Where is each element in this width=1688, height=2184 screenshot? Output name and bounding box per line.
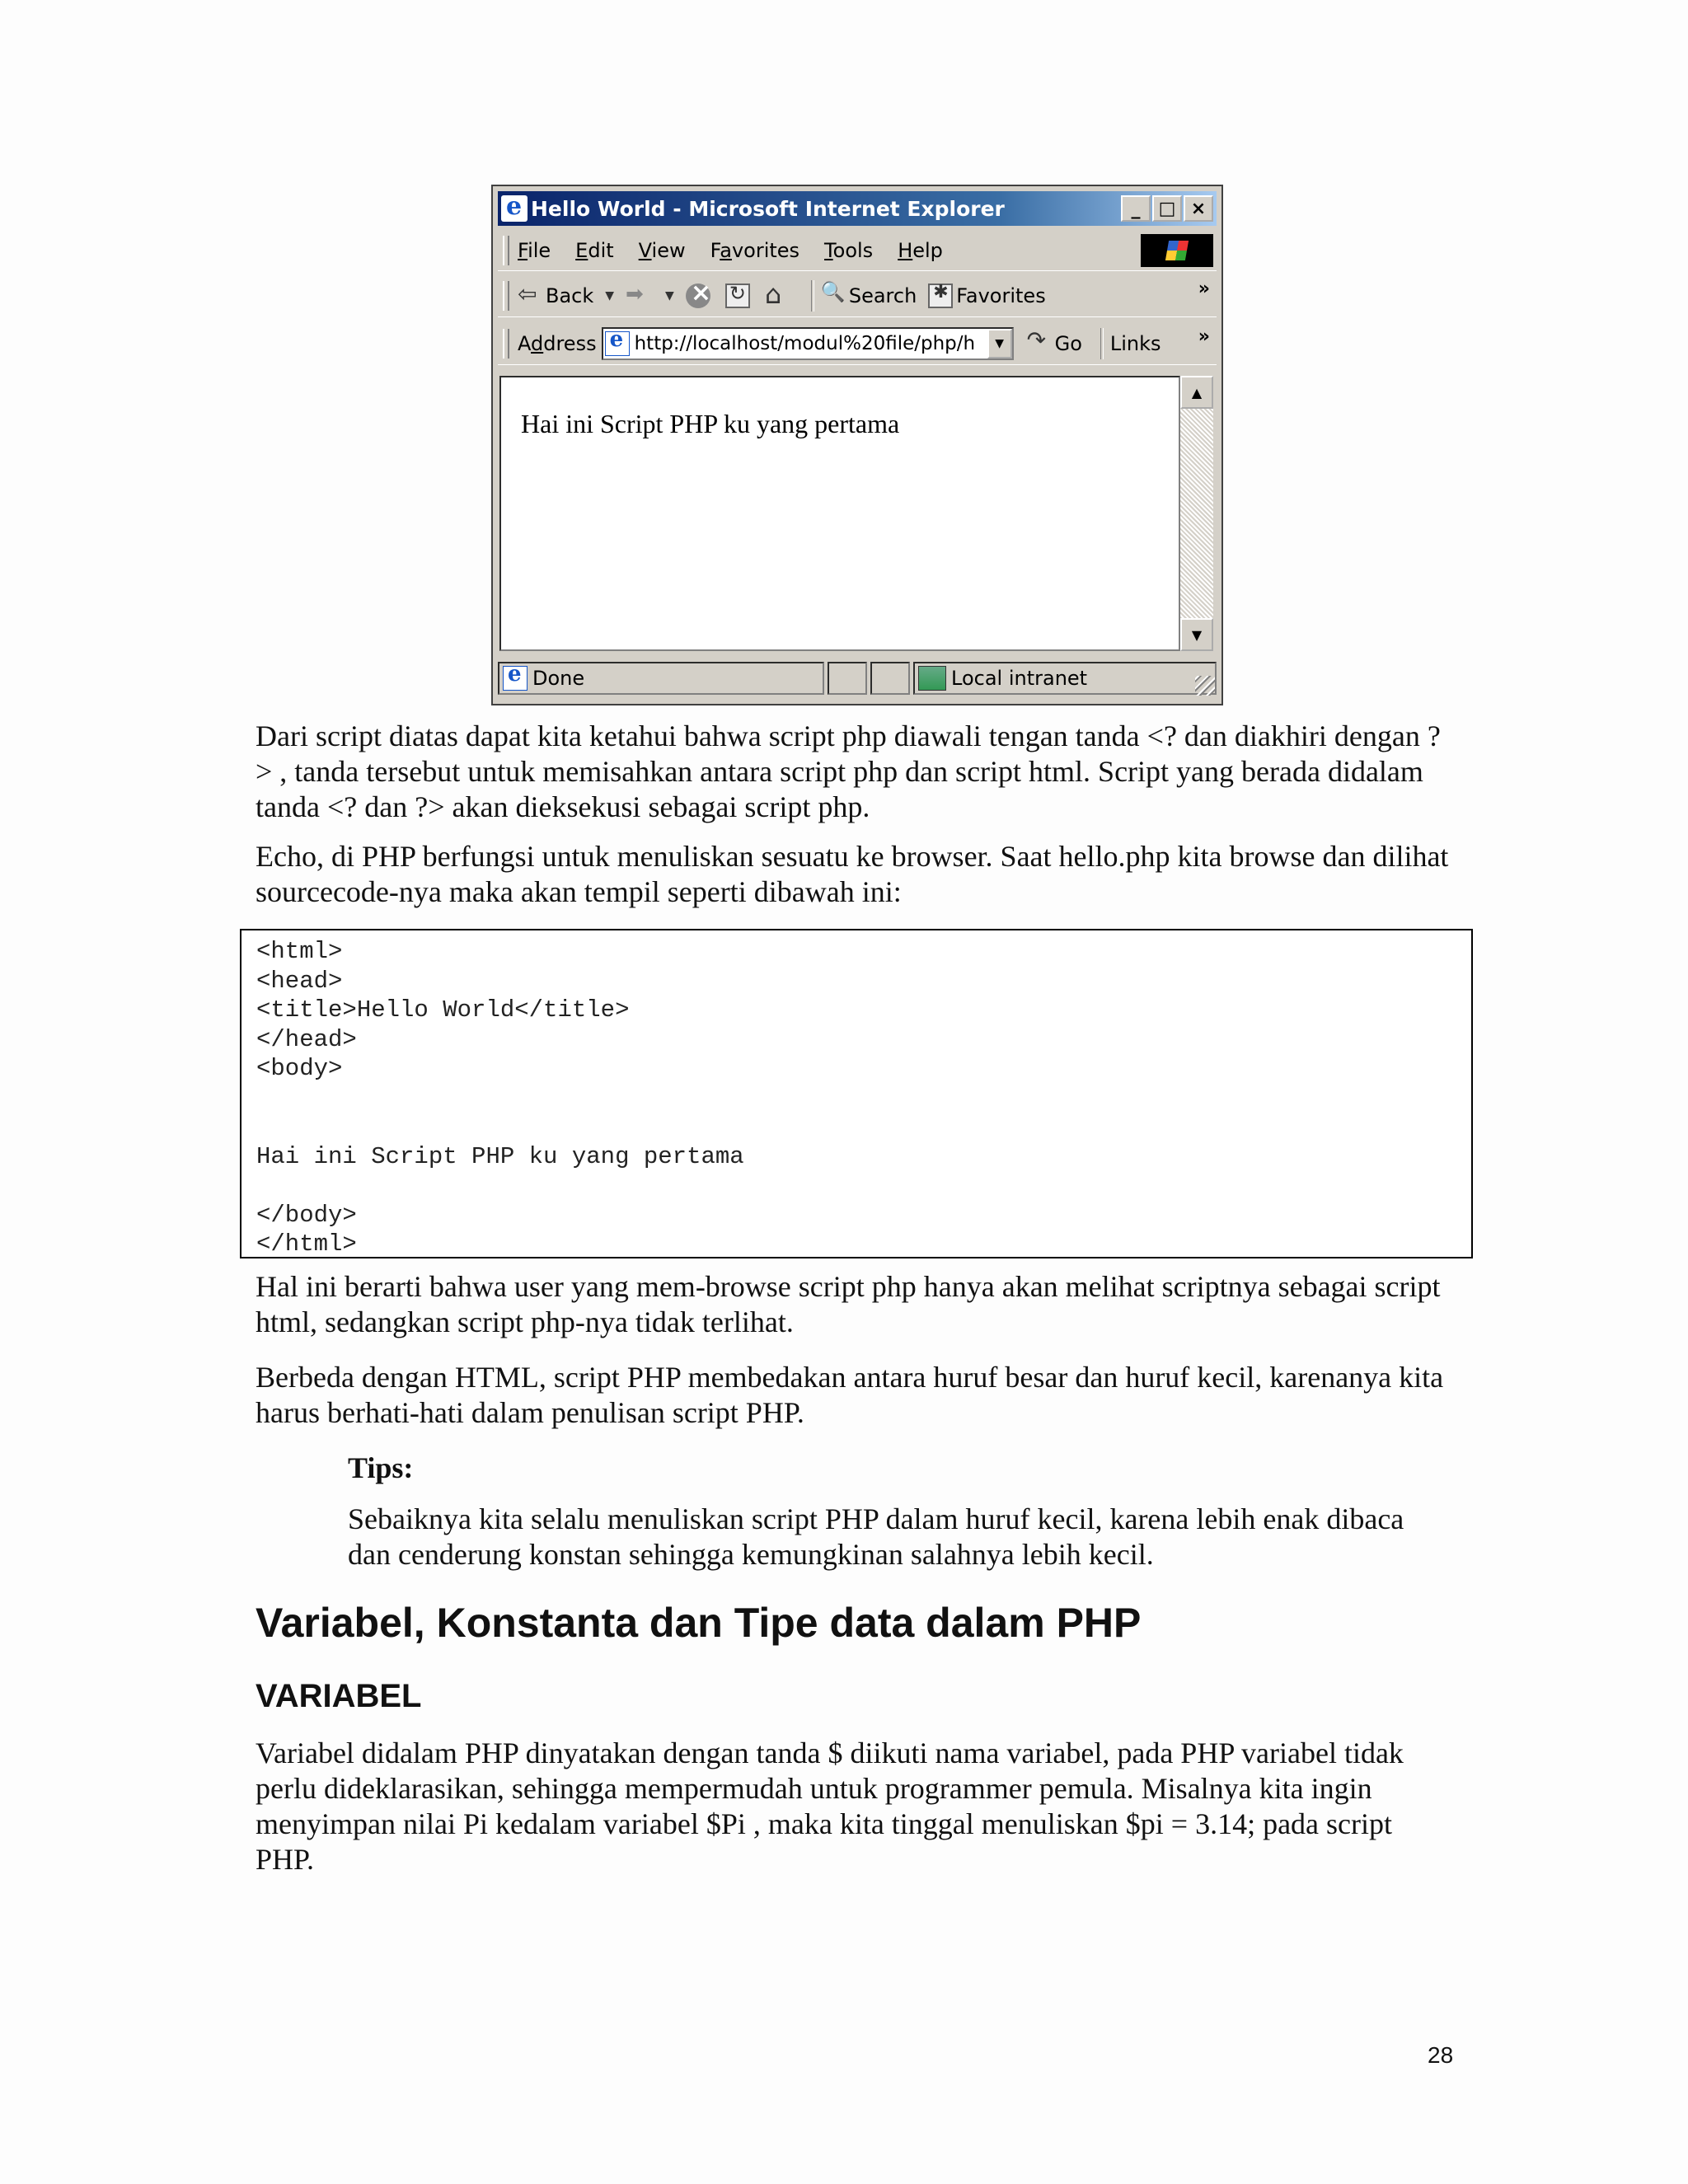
- menu-favorites[interactable]: Favorites: [710, 239, 800, 262]
- scroll-down-icon[interactable]: ▼: [1180, 618, 1213, 651]
- vertical-scrollbar[interactable]: [1180, 376, 1213, 651]
- home-icon: [765, 284, 790, 308]
- tips-text: Sebaiknya kita selalu menuliskan script PHP dalam huruf kecil, karena lebih enak dibaca dan cenderung konstan sehingga kemungkinan salahnya lebih kecil.: [348, 1502, 1404, 1571]
- links-more-chevron-icon[interactable]: »: [1198, 326, 1210, 347]
- forward-button[interactable]: [626, 284, 654, 308]
- toolbar-separator: [1100, 328, 1104, 359]
- forward-arrow-icon: [626, 284, 650, 308]
- code-block: [240, 929, 1473, 1258]
- favorites-icon: [928, 284, 953, 308]
- intranet-zone-icon: [918, 666, 946, 691]
- close-button[interactable]: ×: [1184, 195, 1213, 222]
- address-input[interactable]: [602, 327, 1014, 360]
- address-dropdown-icon[interactable]: ▼: [987, 329, 1012, 359]
- menu-view[interactable]: View: [638, 239, 686, 262]
- tips-label: Tips:: [348, 1451, 414, 1484]
- paragraph-php-tags: Dari script diatas dapat kita ketahui bahwa script php diawali tengan tanda <? dan diakhiri dengan ?> , tanda tersebut untuk memisahkan antara script php dan script html. Script yang berada didalam tanda <? dan ?> akan dieksekusi sebagai script php.: [256, 719, 1441, 823]
- page-done-icon: [503, 666, 528, 691]
- page-content-text: Hai ini Script PHP ku yang pertama: [521, 409, 900, 438]
- menu-file[interactable]: File: [518, 239, 551, 262]
- search-button[interactable]: 🔍 Search: [821, 284, 917, 308]
- refresh-icon: [725, 284, 750, 308]
- minimize-button[interactable]: _: [1121, 195, 1151, 222]
- browser-title-bar: [498, 191, 1217, 226]
- maximize-button[interactable]: □: [1152, 195, 1182, 222]
- paragraph-user-view: Hal ini berarti bahwa user yang mem-browse script php hanya akan melihat scriptnya sebagai script html, sedangkan script php-nya tidak terlihat.: [256, 1270, 1441, 1338]
- browser-title: Hello World - Microsoft Internet Explorer: [531, 196, 1005, 221]
- stop-button[interactable]: [686, 284, 714, 308]
- home-button[interactable]: [765, 284, 793, 308]
- subsection-heading: VARIABEL: [256, 1678, 422, 1714]
- address-label: Address: [518, 332, 597, 355]
- links-button[interactable]: Links: [1109, 332, 1161, 355]
- page-number: 28: [1428, 2042, 1454, 2068]
- menu-help[interactable]: Help: [898, 239, 943, 262]
- back-dropdown-icon[interactable]: ▼: [605, 289, 615, 302]
- zone-cell: Local intranet: [913, 662, 1217, 695]
- paragraph-echo: Echo, di PHP berfungsi untuk menuliskan sesuatu ke browser. Saat hello.php kita browse dan dilihat sourcecode-nya maka akan tempil seperti dibawah ini:: [256, 840, 1449, 908]
- search-icon: [821, 284, 846, 308]
- favorites-button[interactable]: ✱ Favorites: [928, 284, 1045, 308]
- resize-grip-icon[interactable]: [1195, 676, 1215, 696]
- browser-viewport: [499, 376, 1180, 651]
- page-icon: [605, 331, 630, 356]
- status-bar: [498, 659, 1217, 697]
- status-text-cell: e Done: [498, 662, 824, 695]
- windows-logo-icon: [1141, 234, 1213, 267]
- toolbar-more-chevron-icon[interactable]: »: [1198, 279, 1210, 299]
- go-button[interactable]: ↷ Go: [1027, 331, 1082, 356]
- menu-bar: [498, 231, 1217, 271]
- menu-tools[interactable]: Tools: [824, 239, 874, 262]
- browser-screenshot: [491, 185, 1223, 705]
- section-heading: Variabel, Konstanta dan Tipe data dalam PHP: [256, 1600, 1142, 1646]
- paragraph-variables: Variabel didalam PHP dinyatakan dengan tanda $ diikuti nama variabel, pada PHP variabel tidak perlu dideklarasikan, sehingga mempermudah untuk programmer pemula. Misalnya kita ingin menyimpan nilai Pi kedalam variabel $Pi , maka kita tinggal menuliskan $pi = 3.14; pada script PHP.: [256, 1736, 1404, 1876]
- status-cell-empty: [870, 662, 910, 695]
- back-button[interactable]: ⇦ Back: [518, 284, 593, 308]
- forward-dropdown-icon[interactable]: ▼: [665, 289, 674, 302]
- standard-toolbar: [498, 275, 1217, 317]
- paragraph-case-sensitive: Berbeda dengan HTML, script PHP membedakan antara huruf besar dan huruf kecil, karenanya kita harus berhati-hati dalam penulisan script PHP.: [256, 1361, 1444, 1429]
- status-cell-empty: [828, 662, 867, 695]
- address-bar: [498, 323, 1217, 365]
- stop-icon: [686, 284, 710, 308]
- toolbar-grip[interactable]: [503, 281, 509, 311]
- go-arrow-icon: [1027, 331, 1052, 356]
- address-url: http://localhost/modul%20file/php/h: [634, 333, 976, 354]
- code-listing: <html> <head> <title>Hello World</title> </head> <body> Hai ini Script PHP ku yang pertama </body> </html>: [256, 938, 744, 1258]
- ie-logo-icon: [501, 195, 528, 222]
- toolbar-grip[interactable]: [503, 236, 509, 265]
- menu-edit[interactable]: Edit: [575, 239, 614, 262]
- toolbar-separator: [811, 280, 814, 312]
- scroll-up-icon[interactable]: ▲: [1180, 376, 1213, 409]
- toolbar-grip[interactable]: [503, 329, 509, 359]
- refresh-button[interactable]: [725, 284, 753, 308]
- back-arrow-icon: [518, 284, 542, 308]
